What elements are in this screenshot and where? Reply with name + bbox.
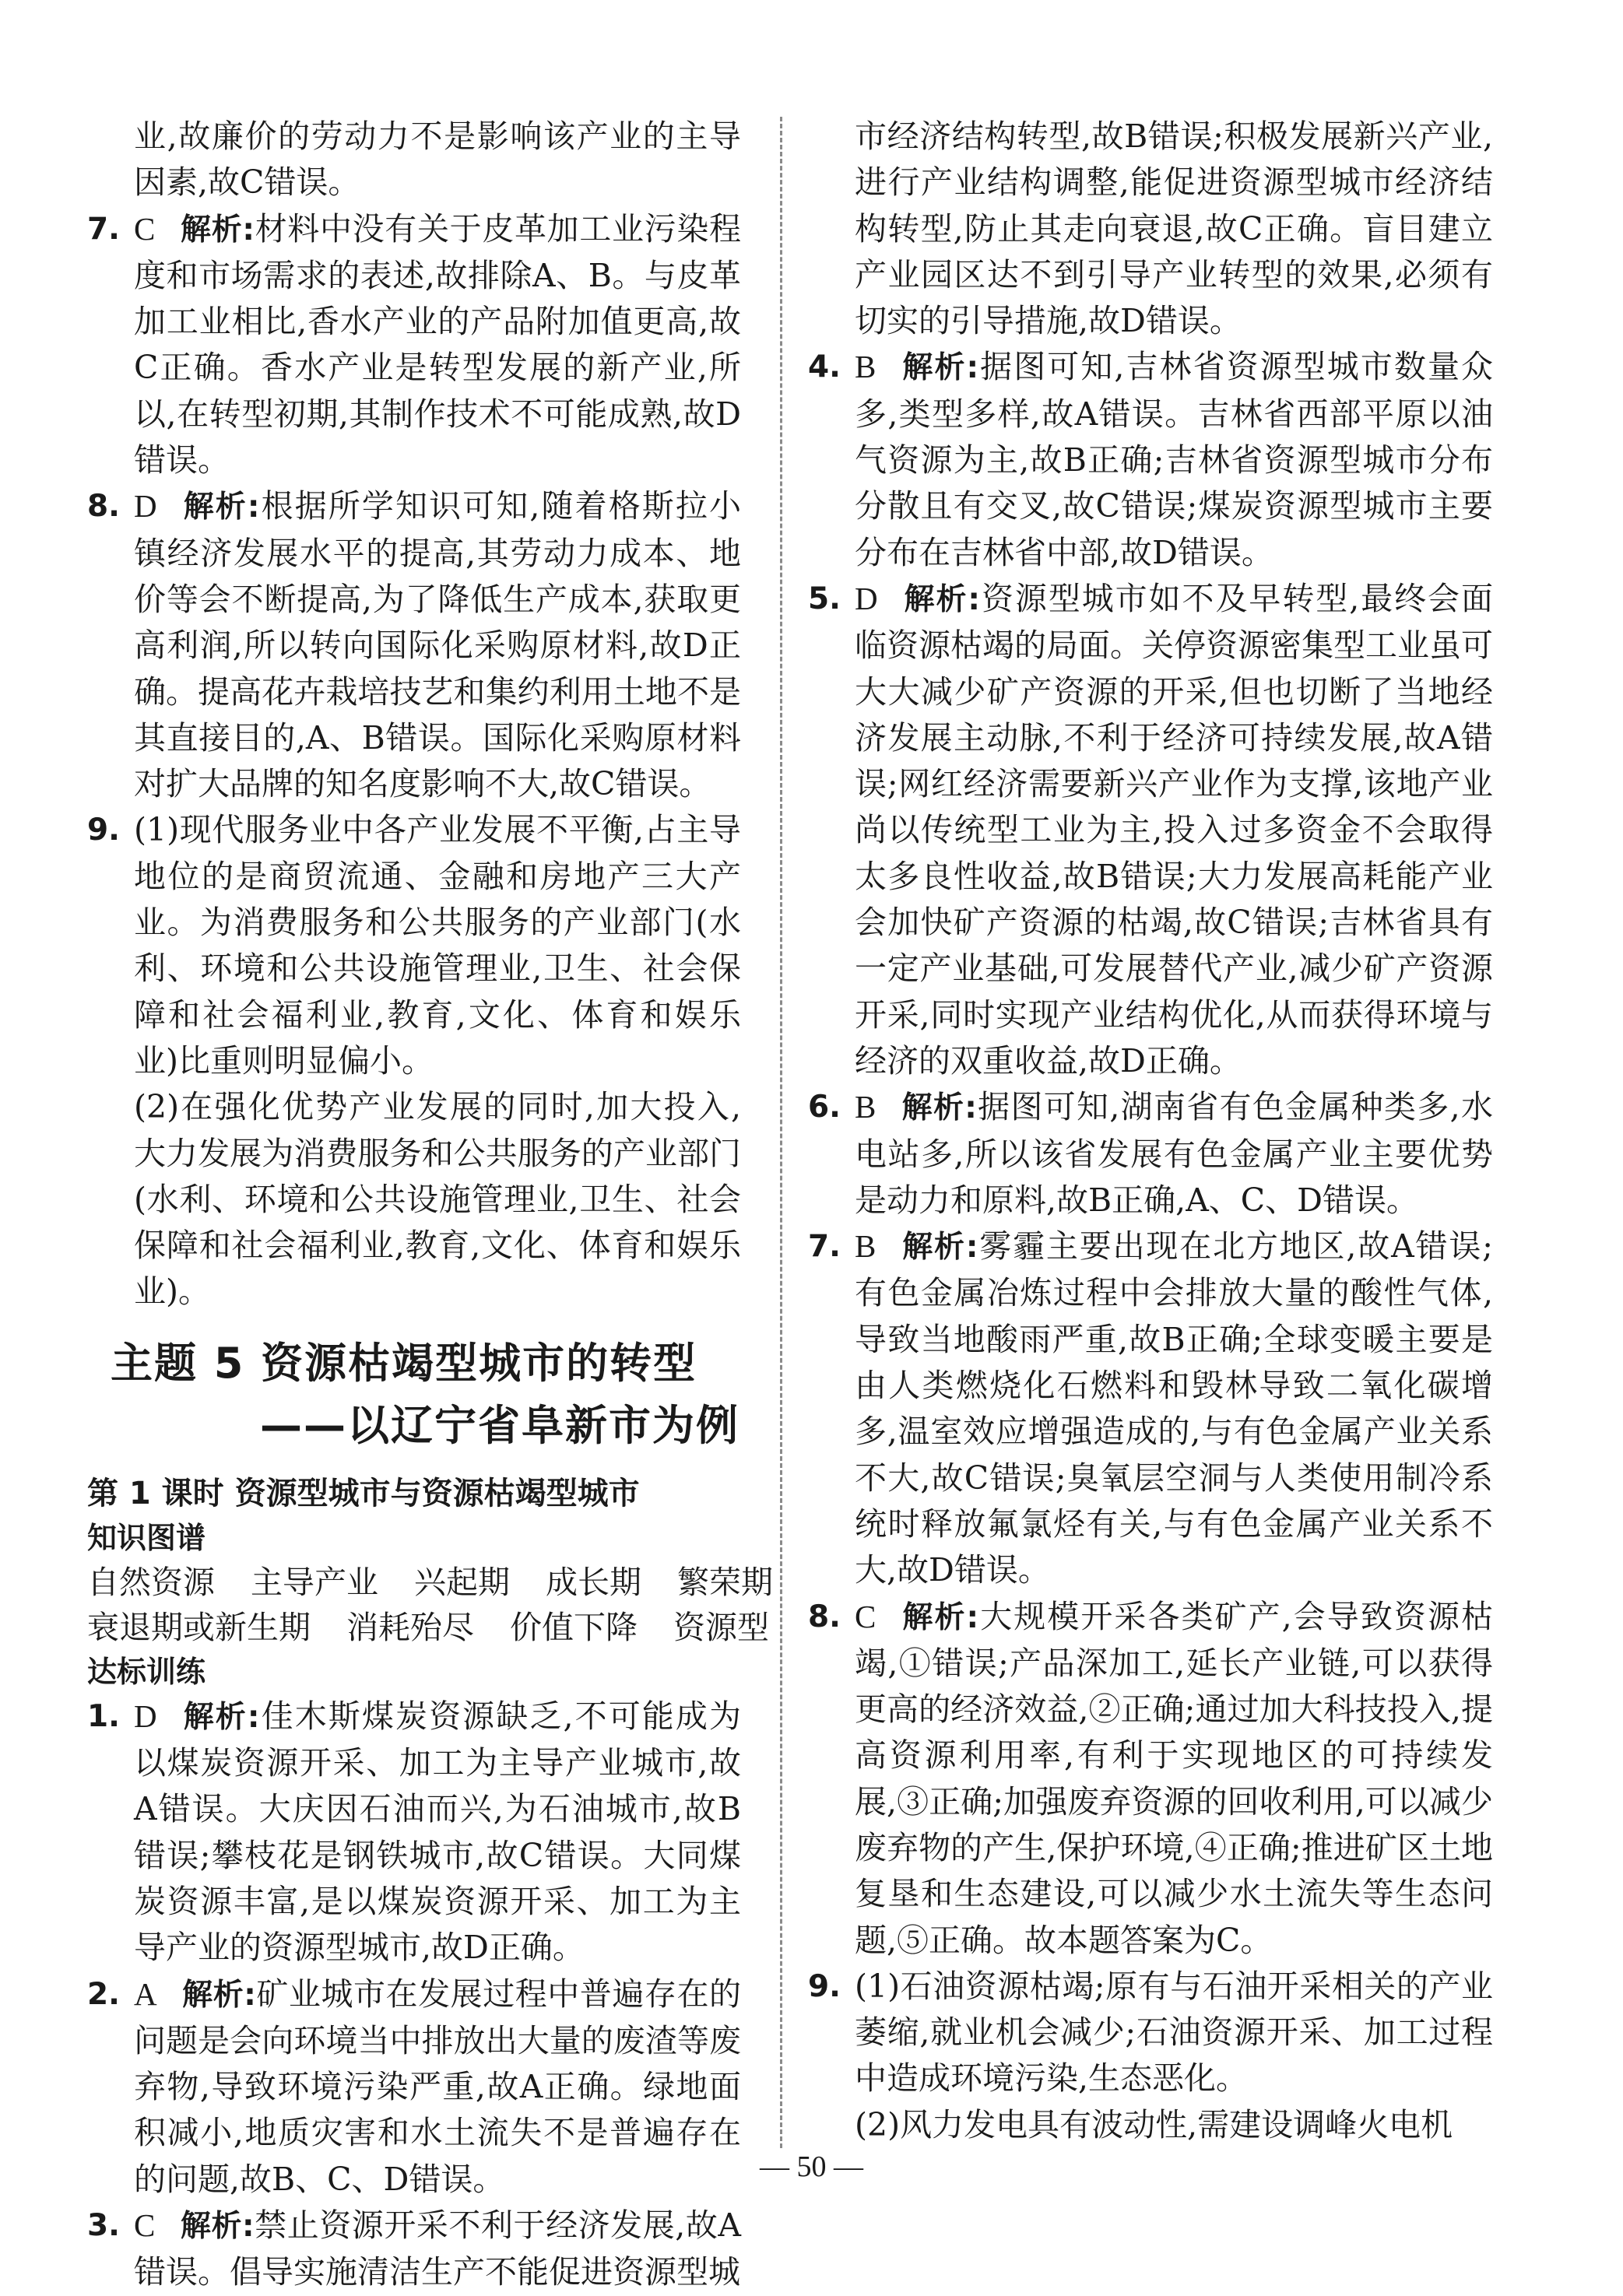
analysis-label: 解析: (180, 2208, 255, 2244)
answer-letter: D (134, 488, 157, 525)
question-number: 6. (808, 1090, 841, 1125)
question-number: 1. (87, 1698, 120, 1734)
question-number: 9. (808, 1968, 841, 2004)
keyword: 繁荣期 (677, 1563, 773, 1601)
lesson-title: 第 1 课时 资源型城市与资源枯竭型城市 (87, 1475, 640, 1511)
answer-part-2: (2)风力发电具有波动性,需建设调峰火电机 (855, 2105, 1453, 2143)
keyword: 成长期 (546, 1563, 641, 1601)
answer-letter: D (855, 580, 878, 616)
analysis-label: 解析: (901, 1599, 979, 1635)
left-column (87, 114, 773, 2296)
analysis-text: 禁止资源开采不利于经济发展,故A错误。倡导实施清洁生产不能促进资源型城 (134, 2206, 741, 2291)
keyword: 消耗殆尽 (346, 1608, 474, 1646)
question-number: 5. (808, 581, 841, 616)
question-4 (808, 344, 1493, 575)
answer-letter: C (134, 210, 156, 247)
continued-text: 市经济结构转型,故B错误;积极发展新兴产业,进行产业结构调整,能促进资源型城市经济结构转型,防止其走向衰退,故C正确。盲目建立产业园区达不到引导产业转型的效果,必须有切实的引导措施,故D错误。 (855, 118, 1493, 340)
analysis-text: 根据所学知识可知,随着格斯拉小镇经济发展水平的提高,其劳动力成本、地价等会不断提高,为了降低生产成本,获取更高利润,所以转向国际化采购原材料,故D正确。提高花卉栽培技艺和集约利用土地不是其直接目的,A、B错误。国际化采购原材料对扩大品牌的知名度影响不大,故C错误。 (134, 487, 741, 803)
topic-title: 主题 5 资源枯竭型城市的转型 (111, 1338, 697, 1388)
question-8 (87, 483, 741, 807)
column-divider (780, 117, 782, 2148)
keyword: 衰退期或新生期 (87, 1608, 311, 1646)
keyword-row-1 (87, 1560, 773, 1605)
analysis-text: 雾霾主要出现在北方地区,故A错误;有色金属冶炼过程中会排放大量的酸性气体,导致当地酸雨严重,故B正确;全球变暖主要是由人类燃烧化石燃料和毁林导致二氧化碳增多,温室效应增强造成的,与有色金属产业关系不大,故C错误;臭氧层空洞与人类使用制冷系统时释放氟氯烃有关,与有色金属产业关系不大,故D错误。 (855, 1227, 1493, 1589)
training-heading: 达标训练 (87, 1654, 206, 1689)
analysis-text: 矿业城市在发展过程中普遍存在的问题是会向环境当中排放出大量的废渣等废弃物,导致环境污染严重,故A正确。绿地面积减小,地质灾害和水土流失不是普遍存在的问题,故B、C、D错误。 (134, 1975, 741, 2198)
analysis-text: 材料中没有关于皮革加工业污染程度和市场需求的表述,故排除A、B。与皮革加工业相比,香水产业的产品附加值更高,故C正确。香水产业是转型发展的新产业,所以,在转型初期,其制作技术不可能成熟,故D错误。 (134, 209, 741, 479)
page-number: — 50 — (760, 2150, 863, 2183)
question-number: 7. (808, 1229, 841, 1265)
question-9 (87, 807, 741, 1315)
question-number: 8. (808, 1599, 841, 1634)
continued-text: 业,故廉价的劳动力不是影响该产业的主导因素,故C错误。 (134, 118, 741, 202)
question-number: 8. (87, 489, 120, 525)
analysis-label: 解析: (181, 490, 260, 525)
question-7 (87, 206, 741, 484)
analysis-label: 解析: (901, 1230, 978, 1266)
keyword: 价值下降 (510, 1608, 638, 1646)
analysis-label: 解析: (902, 581, 981, 617)
keyword: 资源型 (673, 1608, 769, 1646)
answer-letter: B (855, 349, 876, 385)
topic-subtitle: ——以辽宁省阜新市为例 (260, 1400, 739, 1450)
analysis-label: 解析: (901, 350, 979, 386)
answer-letter: C (134, 2206, 156, 2243)
question-number: 7. (87, 211, 120, 247)
question-number: 9. (87, 813, 120, 848)
analysis-label: 解析: (181, 1699, 260, 1735)
analysis-text: 大规模开采各类矿产,会导致资源枯竭,①错误;产品深加工,延长产业链,可以获得更高的经济效益,②正确;通过加大科技投入,提高资源利用率,有利于实现地区的可持续发展,③正确;加强废弃资源的回收利用,可以减少废弃物的产生,保护环境,④正确;推进矿区土地复垦和生态建设,可以减少水土流失等生态问题,⑤正确。故本题答案为C。 (855, 1597, 1493, 1959)
keyword: 自然资源 (87, 1563, 215, 1601)
question-1 (87, 1694, 741, 1971)
question-number: 4. (808, 349, 841, 385)
question-6 (808, 1084, 1493, 1223)
question-number: 2. (87, 1976, 120, 2012)
answer-letter: D (134, 1697, 157, 1734)
answer-part-1: (1)现代服务业中各产业发展不平衡,占主导地位的是商贸流通、金融和房地产三大产业。为消费服务和公共服务的产业部门(水利、环境和公共设施管理业,卫生、社会保障和社会福利业,教育,文化、体育和娱乐业)比重则明显偏小。 (134, 811, 741, 1080)
analysis-text: 资源型城市如不及早转型,最终会面临资源枯竭的局面。关停资源密集型工业虽可大大减少矿产资源的开采,但也切断了当地经济发展主动脉,不利于经济可持续发展,故A错误;网红经济需要新兴产业作为支撑,该地产业尚以传统型工业为主,投入过多资金不会取得太多良性收益,故B错误;大力发展高耗能产业会加快矿产资源的枯竭,故C错误;吉林省具有一定产业基础,可发展替代产业,减少矿产资源开采,同时实现产业结构优化,从而获得环境与经济的双重收益,故D正确。 (855, 579, 1493, 1080)
answer-part-2: (2)在强化优势产业发展的同时,加大投入,大力发展为消费服务和公共服务的产业部门(水利、环境和公共设施管理业,卫生、社会保障和社会福利业,教育,文化、体育和娱乐业)。 (134, 1088, 741, 1311)
analysis-label: 解析: (181, 1977, 256, 2013)
analysis-text: 据图可知,吉林省资源型城市数量众多,类型多样,故A错误。吉林省西部平原以油气资源为主,故B正确;吉林省资源型城市分布分散且有交叉,故C错误;煤炭资源型城市主要分布在吉林省中部,故D错误。 (855, 348, 1493, 571)
question-7 (808, 1223, 1493, 1593)
analysis-label: 解析: (901, 1090, 977, 1126)
question-5 (808, 576, 1493, 1084)
question-3 (87, 2203, 741, 2296)
analysis-label: 解析: (180, 212, 255, 248)
knowledge-map-heading: 知识图谱 (87, 1520, 206, 1555)
analysis-text: 佳木斯煤炭资源缺乏,不可能成为以煤炭资源开采、加工为主导产业城市,故A错误。大庆因石油而兴,为石油城市,故B错误;攀枝花是钢铁城市,故C错误。大同煤炭资源丰富,是以煤炭资源开采、加工为主导产业的资源型城市,故D正确。 (134, 1697, 741, 1967)
answer-part-1: (1)石油资源枯竭;原有与石油开采相关的产业萎缩,就业机会减少;石油资源开采、加工过程中造成环境污染,生态恶化。 (855, 1967, 1493, 2098)
keyword: 兴起期 (414, 1563, 510, 1601)
answer-letter: B (855, 1089, 876, 1125)
keyword: 主导产业 (251, 1563, 378, 1601)
keyword-row-2 (87, 1605, 769, 1650)
question-9 (808, 1964, 1493, 2148)
question-8 (808, 1594, 1493, 1964)
question-number: 3. (87, 2207, 120, 2243)
answer-letter: B (855, 1228, 876, 1265)
analysis-text: 据图可知,湖南省有色金属种类多,水电站多,所以该省发展有色金属产业主要优势是动力和原料,故B正确,A、C、D错误。 (855, 1088, 1493, 1219)
answer-letter: A (134, 1975, 157, 2012)
right-column (808, 114, 1493, 2148)
answer-letter: C (855, 1598, 876, 1634)
